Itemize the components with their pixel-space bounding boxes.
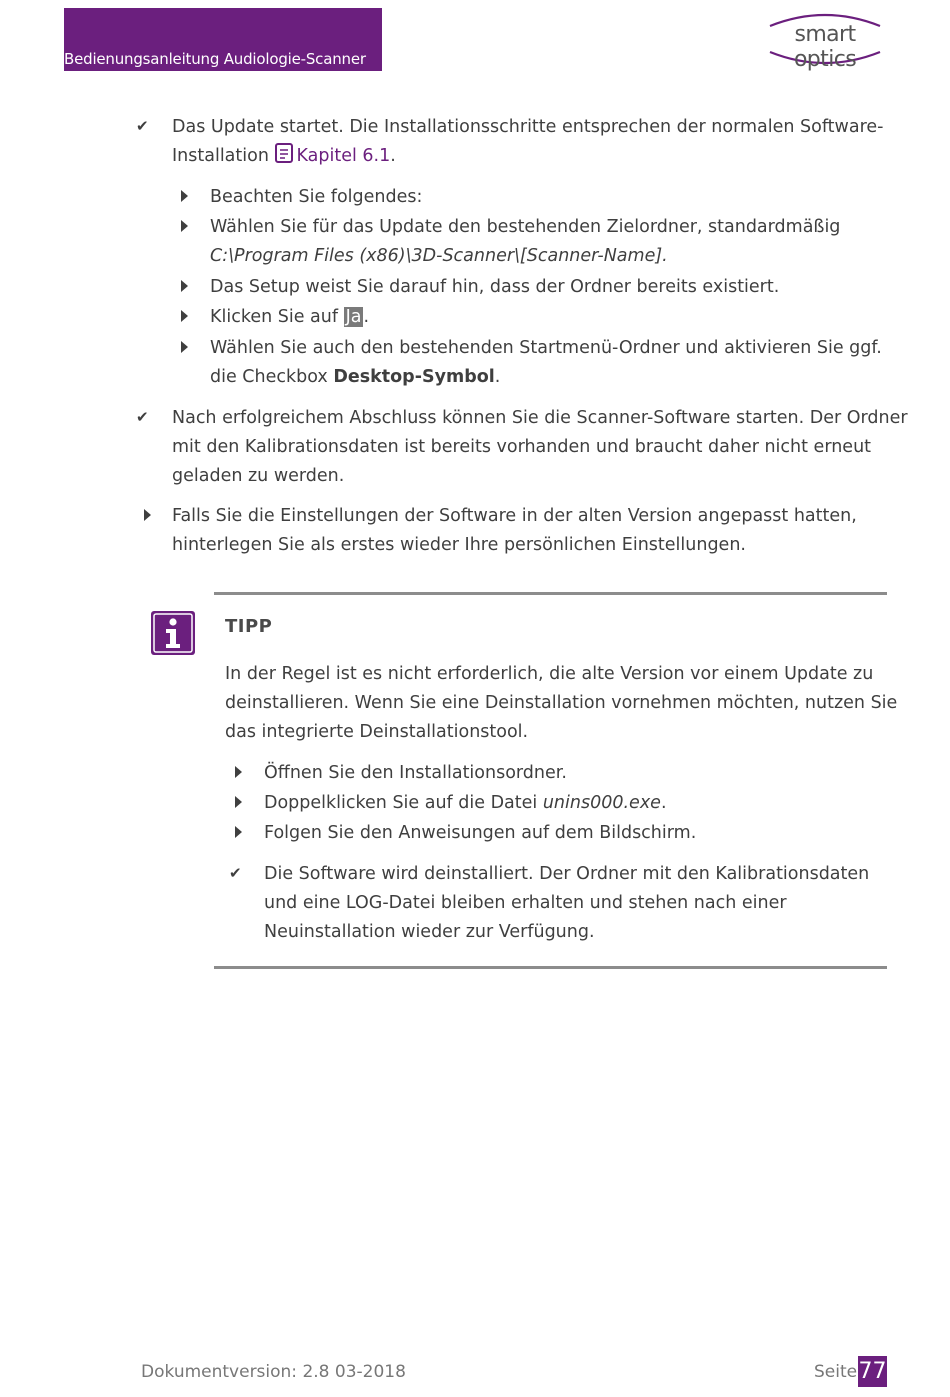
filename: unins000.exe <box>542 793 661 813</box>
document-title: Bedienungsanleitung Audiologie-Scanner <box>64 50 366 68</box>
step-arrow-icon <box>235 766 242 778</box>
page-number: 77 <box>858 1356 887 1387</box>
checkbox-label: Desktop-Symbol <box>333 367 495 387</box>
logo-wordmark: smart optics <box>793 22 857 72</box>
chapter-link[interactable] <box>275 146 391 166</box>
tip-step: Doppelklicken Sie auf die Datei unins000.exe. <box>264 793 667 813</box>
tip-top-divider <box>214 592 887 595</box>
result-line: Das Update startet. Die Installationsschritte entsprechen der normalen Software- <box>172 117 884 137</box>
step-item: die Checkbox Desktop-Symbol. <box>210 367 501 387</box>
step-arrow-icon <box>235 826 242 838</box>
tip-result: und eine LOG-Datei bleiben erhalten und stehen nach einer <box>264 893 787 913</box>
step-item: Falls Sie die Einstellungen der Software in der alten Version angepasst hatten, <box>172 506 857 526</box>
checkmark-icon: ✔ <box>136 408 149 426</box>
result-line: Nach erfolgreichem Abschluss können Sie die Scanner-Software starten. Der Ordner <box>172 408 908 428</box>
step-item: hinterlegen Sie als erstes wieder Ihre persönlichen Einstellungen. <box>172 535 746 555</box>
step-item: Das Setup weist Sie darauf hin, dass der Ordner bereits existiert. <box>210 277 780 297</box>
step-item: Klicken Sie auf Ja . <box>210 307 370 327</box>
brand-logo <box>762 8 888 72</box>
info-icon <box>151 611 195 655</box>
step-arrow-icon <box>181 190 188 202</box>
step-arrow-icon <box>181 220 188 232</box>
step-arrow-icon <box>181 310 188 322</box>
tip-result: Neuinstallation wieder zur Verfügung. <box>264 922 595 942</box>
page-label: Seite <box>814 1362 858 1382</box>
tip-result: Die Software wird deinstalliert. Der Ordner mit den Kalibrationsdaten <box>264 864 870 884</box>
tip-bottom-divider <box>214 966 887 969</box>
folder-path: C:\Program Files (x86)\3D-Scanner\[Scanner-Name]. <box>210 246 668 266</box>
step-arrow-icon <box>144 509 151 521</box>
step-item: Wählen Sie für das Update den bestehenden Zielordner, standardmäßig <box>210 217 841 237</box>
step-arrow-icon <box>235 796 242 808</box>
step-item: Wählen Sie auch den bestehenden Startmenü-Ordner und aktivieren Sie ggf. <box>210 338 882 358</box>
chapter-link-text: Kapitel 6.1 <box>296 146 391 166</box>
step-arrow-icon <box>181 280 188 292</box>
result-line: mit den Kalibrationsdaten ist bereits vorhanden und braucht daher nicht erneut <box>172 437 872 457</box>
result-line: Installation Kapitel 6.1. <box>172 142 396 171</box>
step-item: Beachten Sie folgendes: <box>210 187 423 207</box>
tip-paragraph: In der Regel ist es nicht erforderlich, die alte Version vor einem Update zu <box>225 664 874 684</box>
checkmark-icon: ✔ <box>136 117 149 135</box>
yes-button-label: Ja <box>345 307 362 327</box>
result-line: geladen zu werden. <box>172 466 345 486</box>
tip-step: Öffnen Sie den Installationsordner. <box>264 763 567 783</box>
step-arrow-icon <box>181 341 188 353</box>
document-icon <box>275 143 293 163</box>
tip-step: Folgen Sie den Anweisungen auf dem Bildschirm. <box>264 823 697 843</box>
tip-heading: TIPP <box>225 616 273 637</box>
document-version: Dokumentversion: 2.8 03-2018 <box>141 1362 406 1382</box>
result-text: Installation <box>172 146 275 166</box>
checkmark-icon: ✔ <box>229 864 242 882</box>
tip-paragraph: deinstallieren. Wenn Sie eine Deinstallation vornehmen möchten, nutzen Sie <box>225 693 898 713</box>
tip-paragraph: das integrierte Deinstallationstool. <box>225 722 529 742</box>
